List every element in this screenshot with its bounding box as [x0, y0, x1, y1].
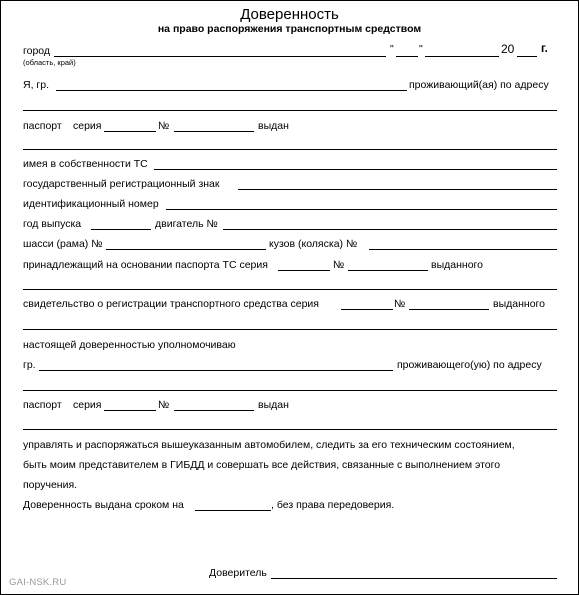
passport-issued-label: выдан	[258, 120, 289, 132]
reg-cert-number-field[interactable]	[409, 309, 489, 310]
reg-cert-series-field[interactable]	[341, 309, 393, 310]
passport-number-label: №	[158, 120, 170, 132]
pts-number-label: №	[333, 259, 345, 271]
pts-number-field[interactable]	[348, 270, 428, 271]
attorney-passport-series-label: серия	[73, 399, 102, 411]
signature-field[interactable]	[271, 578, 557, 579]
pts-series-field[interactable]	[278, 270, 330, 271]
reg-cert-label: свидетельство о регистрации транспортного средства серия	[23, 298, 319, 310]
authority-text-line-2: быть моим представителем в ГИБДД и совершать все действия, связанные с выполнением этого	[23, 459, 501, 471]
date-year-field[interactable]	[517, 56, 537, 57]
engine-field[interactable]	[223, 229, 557, 230]
term-field[interactable]	[195, 510, 271, 511]
vehicle-owned-label: имея в собственности ТС	[23, 158, 148, 170]
body-label: кузов (коляска) №	[269, 238, 358, 250]
authority-text-line-3: поручения.	[23, 479, 78, 491]
principal-name-field[interactable]	[56, 90, 407, 91]
vehicle-model-field[interactable]	[154, 169, 557, 170]
reg-plate-field[interactable]	[238, 189, 557, 190]
city-label: город	[23, 45, 51, 57]
attorney-address-label: проживающего(ую) по адресу	[397, 359, 542, 371]
chassis-label: шасси (рама) №	[23, 238, 103, 250]
attorney-passport-series-field[interactable]	[104, 410, 156, 411]
document-subtitle: на право распоряжения транспортным средством	[157, 23, 422, 35]
term-suffix: , без права передоверия.	[271, 499, 395, 511]
principal-address-field[interactable]	[23, 110, 557, 111]
passport-series-field[interactable]	[104, 131, 156, 132]
vin-field[interactable]	[166, 209, 557, 210]
document-title: Доверенность	[240, 6, 339, 23]
year-field[interactable]	[91, 229, 151, 230]
attorney-intro: настоящей доверенностью уполномочиваю	[23, 339, 236, 351]
principal-label: Я, гр.	[23, 79, 50, 91]
pts-label: принадлежащий на основании паспорта ТС серия	[23, 259, 268, 271]
term-prefix: Доверенность выдана сроком на	[23, 499, 184, 511]
reg-cert-issued-field[interactable]	[23, 329, 557, 330]
attorney-passport-label: паспорт	[23, 399, 62, 411]
year-suffix: г.	[541, 43, 548, 55]
date-quote-close: "	[419, 43, 423, 55]
city-field[interactable]	[54, 56, 386, 57]
site-watermark: GAI-NSK.RU	[9, 577, 67, 588]
attorney-name-field[interactable]	[39, 370, 393, 371]
passport-label: паспорт	[23, 120, 62, 132]
attorney-label: гр.	[23, 359, 36, 371]
chassis-field[interactable]	[106, 249, 266, 250]
pts-issued-field[interactable]	[23, 289, 557, 290]
date-month-field[interactable]	[425, 56, 499, 57]
passport-series-label: серия	[73, 120, 102, 132]
attorney-address-field[interactable]	[23, 390, 557, 391]
principal-address-label: проживающий(ая) по адресу	[409, 79, 549, 91]
authority-text-line-1: управлять и распоряжаться вышеуказанным автомобилем, следить за его техническим состоянием,	[23, 439, 515, 451]
reg-plate-label: государственный регистрационный знак	[23, 178, 220, 190]
attorney-passport-issued-label: выдан	[258, 399, 289, 411]
engine-label: двигатель №	[155, 218, 218, 230]
attorney-passport-number-field[interactable]	[174, 410, 254, 411]
date-day-field[interactable]	[396, 56, 418, 57]
passport-issued-field[interactable]	[23, 149, 557, 150]
attorney-passport-issued-field[interactable]	[23, 429, 557, 430]
pts-issued-label: выданного	[431, 259, 483, 271]
year-label: год выпуска	[23, 218, 82, 230]
region-hint: (область, край)	[23, 58, 76, 67]
vin-label: идентификационный номер	[23, 198, 159, 210]
reg-cert-issued-label: выданного	[493, 298, 545, 310]
date-quote-open: "	[390, 43, 394, 55]
attorney-passport-number-label: №	[158, 399, 170, 411]
passport-number-field[interactable]	[174, 131, 254, 132]
signature-label: Доверитель	[209, 567, 267, 579]
year-prefix: 20	[501, 42, 515, 56]
body-field[interactable]	[369, 249, 557, 250]
reg-cert-number-label: №	[394, 298, 406, 310]
